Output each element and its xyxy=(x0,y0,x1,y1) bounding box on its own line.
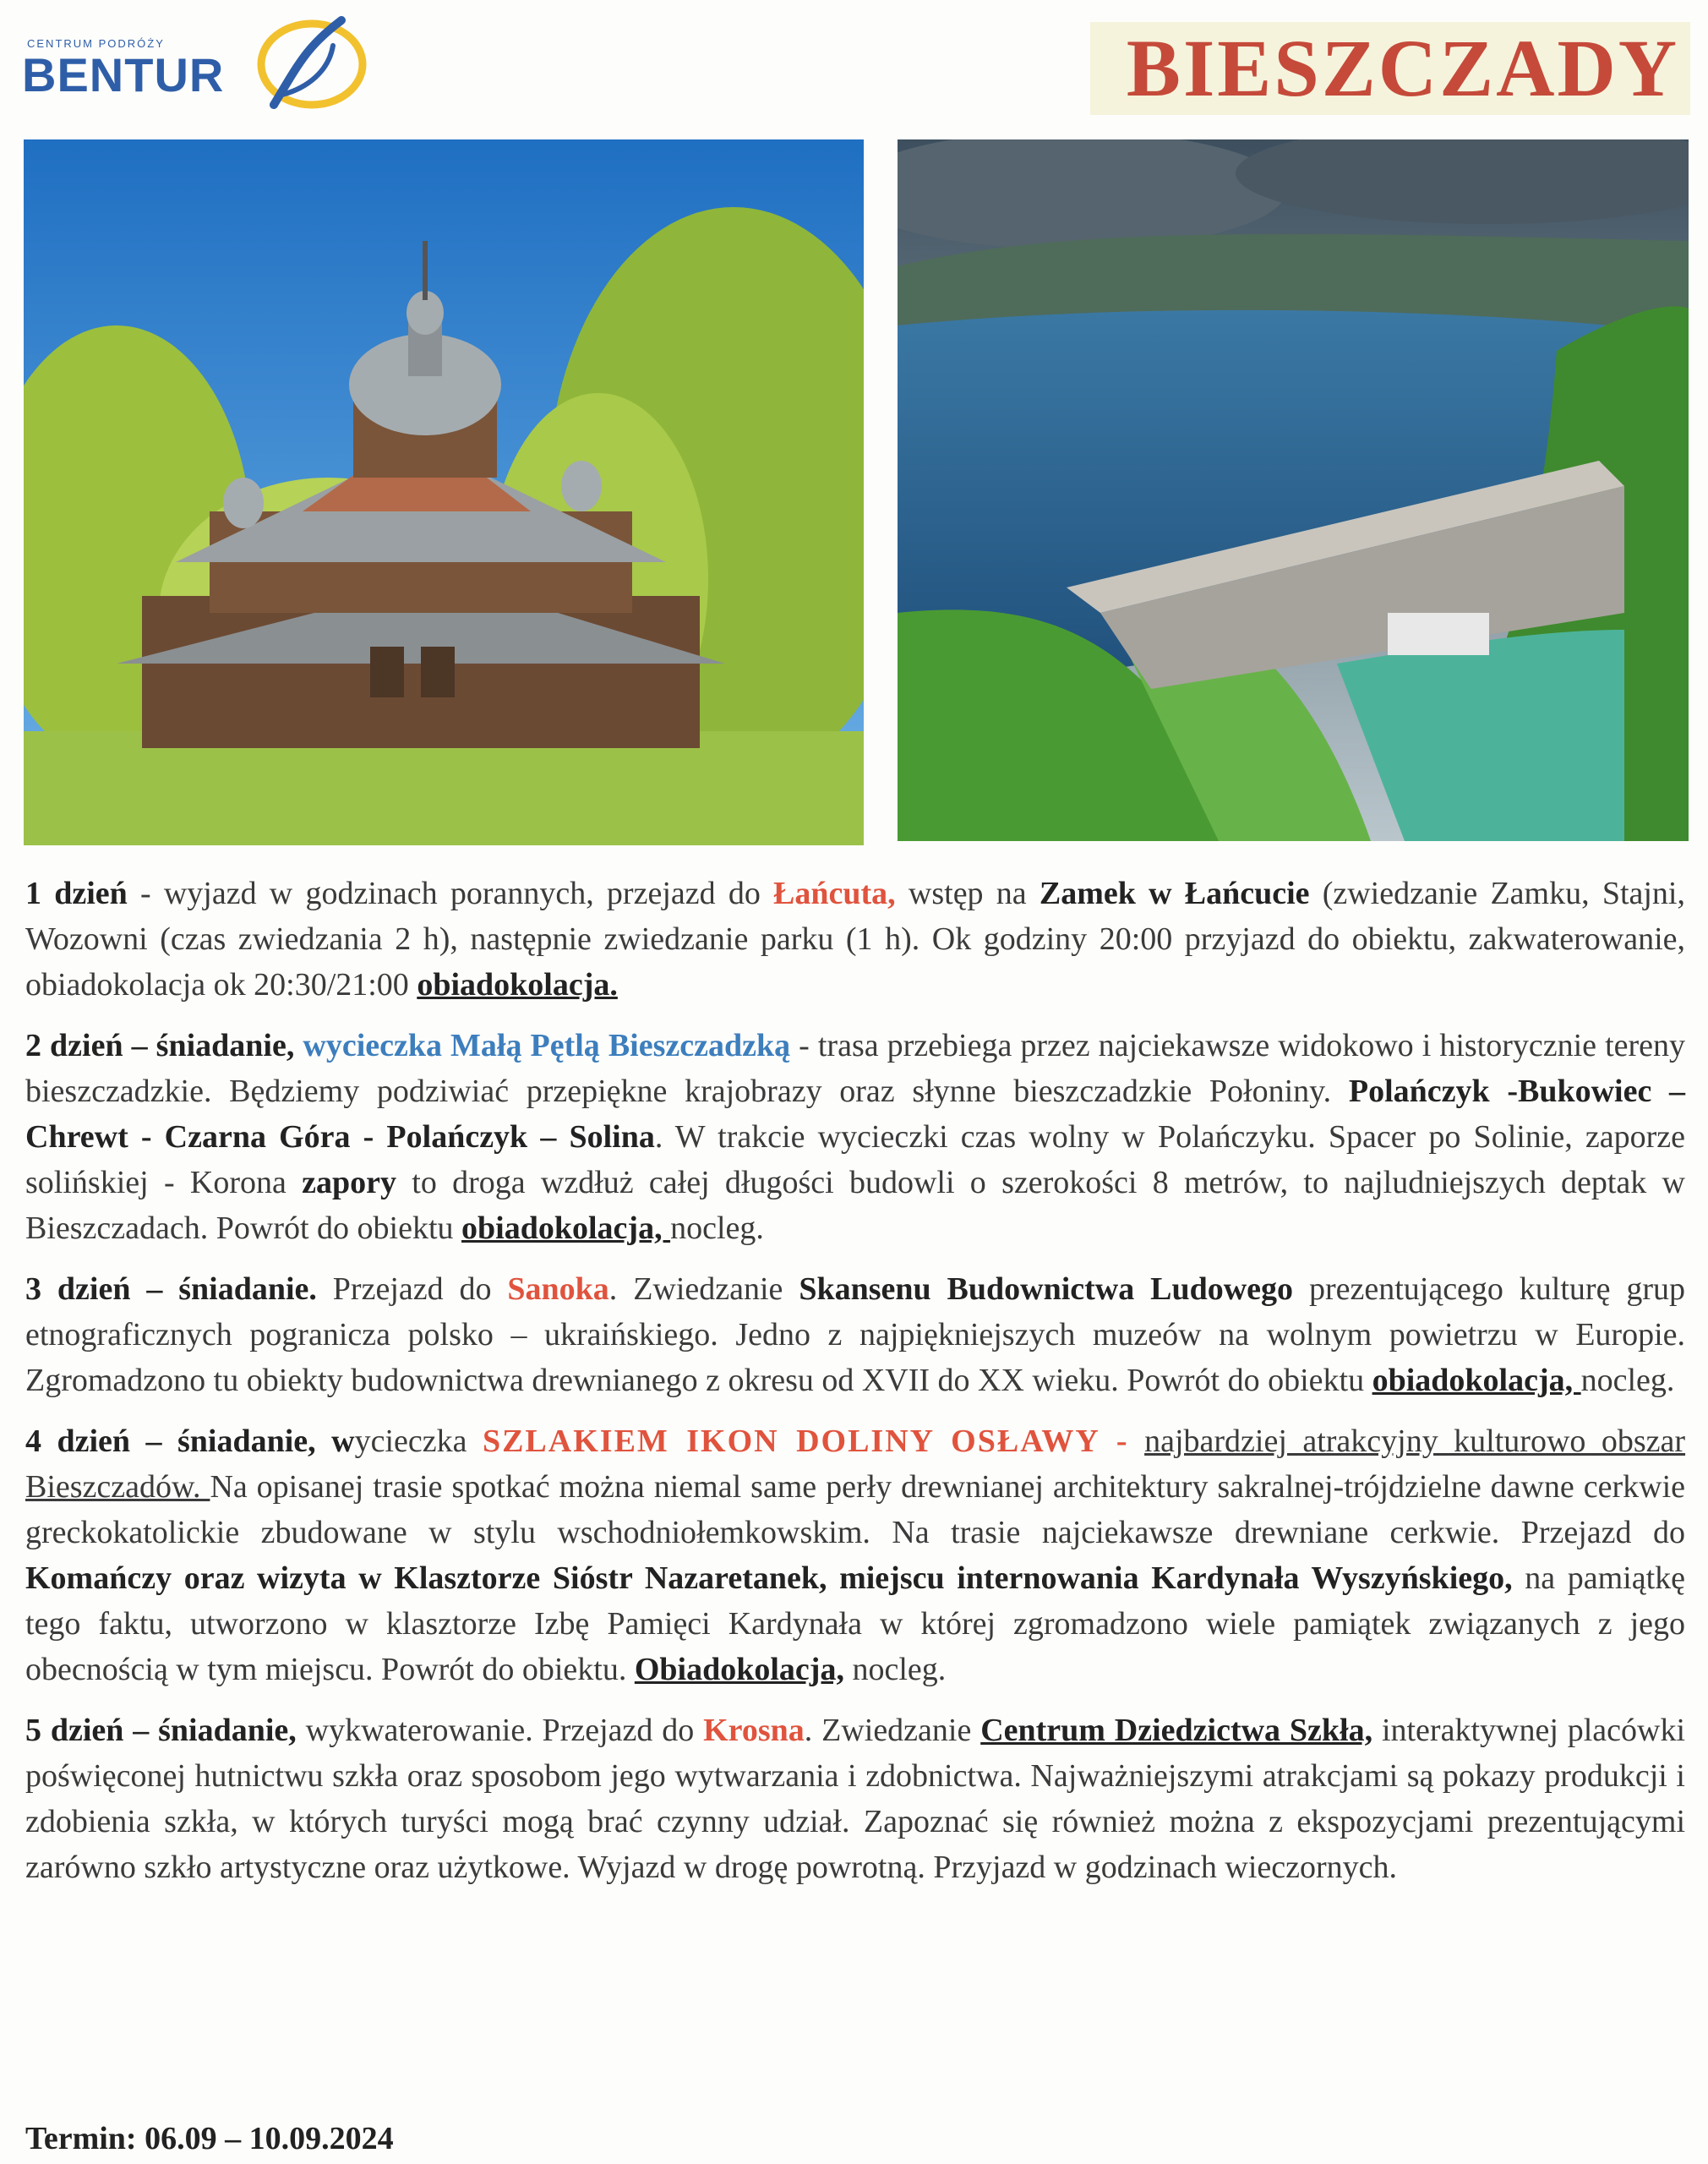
place-zamek: Zamek w Łańcucie xyxy=(1039,876,1310,911)
trip-dates: Termin: 06.09 – 10.09.2024 xyxy=(25,2121,394,2156)
day-2: 2 dzień – śniadanie, wycieczka Małą Pętlą Bieszczadzką - trasa przebiega przez najciekawsze widokowo i historycznie tereny bieszczadzkie. Będziemy podziwiać przepiękne krajobrazy oraz słynne bieszczadzkie Połoniny. Polańczyk -Bukowiec – Chrewt - Czarna Góra - Polańczyk – Solina. W trakcie wycieczki czas wolny w Polańczyku. Spacer po Solinie, zaporze solińskiej - Korona zapory to droga wzdłuż całej długości budowli o szerokości 8 metrów, to najludniejszych deptak w Bieszczadach. Powrót do obiektu obiadokolacja, nocleg. xyxy=(25,1028,1686,1246)
tour-mala-petla: wycieczka Małą Pętlą Bieszczadzką xyxy=(303,1028,791,1063)
logo-swoosh-icon xyxy=(248,12,375,113)
day-2-label: 2 dzień – śniadanie, xyxy=(25,1028,295,1063)
day-4: 4 dzień – śniadanie, wycieczka SZLAKIEM IKON DOLINY OSŁAWY - najbardziej atrakcyjny kulturowo obszar Bieszczadów. Na opisanej trasie spotkać można niemal same perły drewnianej architektury sakralnej-trójdzielne dawne cerkwie greckokatolickie zbudowane w stylu wschodniołemkowskim. Na trasie najciekawsze drewniane cerkwie. Przejazd do Komańczy oraz wizyta w Klasztorze Sióstr Nazaretanek, miejscu internowania Kardynała Wyszyńskiego, na pamiątkę tego faktu, utworzono w klasztorze Izbę Pamięci Kardynała w której zgromadzono wiele pamiątek związanych z jego obecnością w tym miejscu. Powrót do obiektu. Obiadokolacja, nocleg. xyxy=(25,1424,1686,1687)
day-3: 3 dzień – śniadanie. Przejazd do Sanoka. Zwiedzanie Skansenu Budownictwa Ludowego prezentującego kulturę grup etnograficznych pogranicza polsko – ukraińskiego. Jedno z najpiękniejszych muzeów na wolnym powietrzu w Europie. Zgromadzono tu obiekty budownictwa drewnianego z okresu od XVII do XX wieku. Powrót do obiektu obiadokolacja, nocleg. xyxy=(25,1271,1685,1398)
solina-dam-photo xyxy=(898,139,1689,841)
place-sanok: Sanoka xyxy=(507,1271,609,1307)
logo-tagline: CENTRUM PODRÓŻY xyxy=(27,37,165,50)
logo-brand: BENTUR xyxy=(22,48,225,101)
day-5-label: 5 dzień – śniadanie, xyxy=(25,1713,297,1748)
place-lancut: Łańcuta, xyxy=(773,876,896,911)
wooden-church-photo xyxy=(24,139,864,845)
day-1-label: 1 dzień xyxy=(25,876,128,911)
komancza-visit: Komańczy oraz wizyta w Klasztorze Sióstr Nazaretanek, miejscu internowania Kardynała Wyszyńskiego, xyxy=(25,1560,1513,1596)
route-list: Polańczyk -Bukowiec – Chrewt - Czarna Góra - Polańczyk – Solina xyxy=(25,1074,1686,1155)
day-5: 5 dzień – śniadanie, wykwaterowanie. Przejazd do Krosna. Zwiedzanie Centrum Dziedzictwa Szkła, interaktywnej placówki poświęconej hutnictwu szkła oraz sposobom jego wytwarzania i zdobnictwa. Najważniejszymi atrakcjami są pokazy produkcji i zdobienia szkła, w których turyści mogą brać czynny udział. Zapoznać się również można z ekspozycjami prezentującymi zarówno szkło artystyczne oraz użytkowe. Wyjazd w drogę powrotną. Przyjazd w godzinach wieczornych. xyxy=(25,1713,1686,1885)
page-title: BIESZCZADY xyxy=(1126,23,1680,113)
place-krosno: Krosna xyxy=(703,1713,805,1748)
bentur-logo xyxy=(22,12,377,113)
itinerary xyxy=(25,871,1685,1905)
centrum-szkla: Centrum Dziedzictwa Szkła, xyxy=(980,1713,1373,1748)
szlak-ikon: SZLAKIEM IKON DOLINY OSŁAWY - xyxy=(482,1424,1129,1459)
day-4-label: 4 dzień – śniadanie, w xyxy=(25,1424,355,1459)
skansen: Skansenu Budownictwa Ludowego xyxy=(799,1271,1294,1307)
day-3-label: 3 dzień – śniadanie. xyxy=(25,1271,317,1307)
day-1: 1 dzień - wyjazd w godzinach porannych, przejazd do Łańcuta, wstęp na Zamek w Łańcucie (zwiedzanie Zamku, Stajni, Wozowni (czas zwiedzania 2 h), następnie zwiedzanie parku (1 h). Ok godziny 20:00 przyjazd do obiektu, zakwaterowanie, obiadokolacja ok 20:30/21:00 obiadokolacja. xyxy=(25,876,1685,1003)
